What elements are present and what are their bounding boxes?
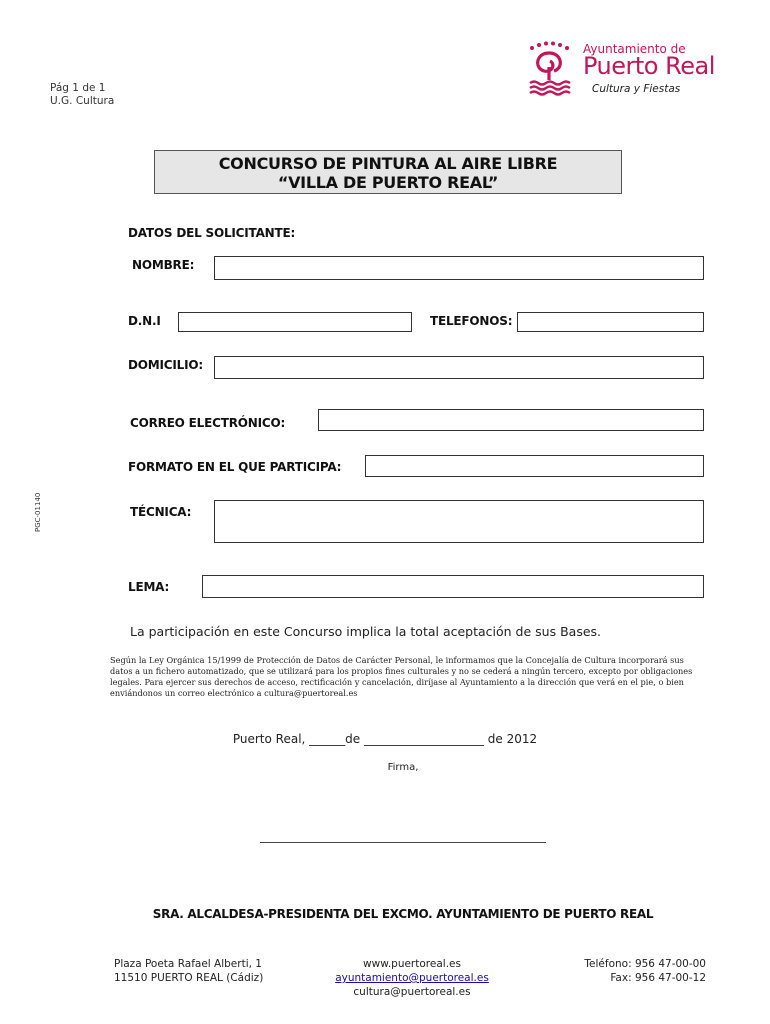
page-header-info: [50, 82, 114, 108]
phone: Teléfono: 956 47-00-00: [584, 958, 706, 970]
address-line-2: 11510 PUERTO REAL (Cádiz): [114, 972, 264, 984]
tecnica-label: TÉCNICA:: [130, 505, 192, 519]
email-link-ayuntamiento[interactable]: ayuntamiento@puertoreal.es: [335, 972, 489, 984]
logo-text-sub: Cultura y Fiestas: [592, 83, 681, 95]
section-heading: DATOS DEL SOLICITANTE:: [128, 226, 296, 240]
correo-label: CORREO ELECTRÓNICO:: [130, 416, 286, 430]
website: www.puertoreal.es: [363, 958, 461, 970]
page-number: Pág 1 de 1: [50, 82, 106, 94]
logo-text-main: Puerto Real: [583, 52, 715, 80]
telefonos-label: TELEFONOS:: [430, 314, 513, 328]
signature-line: [260, 842, 546, 843]
lema-label: LEMA:: [128, 580, 170, 594]
dni-label: D.N.I: [128, 314, 161, 328]
formato-field[interactable]: [365, 455, 704, 477]
department: U.G. Cultura: [50, 95, 115, 107]
title-line-2: “VILLA DE PUERTO REAL”: [277, 173, 499, 192]
tecnica-field[interactable]: [214, 500, 704, 543]
data-protection-text: Según la Ley Orgánica 15/1999 de Protección de Datos de Carácter Personal, le informamos que la Concejalía de Cultura incorporará sus datos a un fichero automatizado, que se utilizará para los propios fines culturales y no se cederá a ningún tercero, excepto por obligaciones legales. Para ejercer sus derechos de acceso, rectificación y cancelación, diríjase al Ayuntamiento a la dirección que verá en el pie, o bien enviándonos un correo electrónico a cultura@puertoreal.es: [110, 655, 693, 698]
domicilio-label: DOMICILIO:: [128, 358, 203, 372]
addressee: SRA. ALCALDESA-PRESIDENTA DEL EXCMO. AYUNTAMIENTO DE PUERTO REAL: [152, 907, 654, 921]
logo-text-top: Ayuntamiento de: [583, 42, 686, 56]
signature-label: Firma,: [387, 762, 419, 773]
place-date: Puerto Real, ______de ____________________ de 2012: [232, 732, 538, 746]
lema-field[interactable]: [202, 575, 704, 598]
nombre-field[interactable]: [214, 256, 704, 280]
footer-address: [114, 957, 263, 985]
document-title: [154, 150, 622, 194]
correo-field[interactable]: [318, 409, 704, 431]
email-cultura: cultura@puertoreal.es: [353, 986, 471, 998]
dni-field[interactable]: [178, 312, 412, 332]
title-line-1: CONCURSO DE PINTURA AL AIRE LIBRE: [218, 154, 558, 173]
fax: Fax: 956 47-00-12: [610, 972, 706, 984]
nombre-label: NOMBRE:: [132, 258, 195, 272]
telefonos-field[interactable]: [517, 312, 704, 332]
footer-phones: [540, 957, 706, 985]
address-line-1: Plaza Poeta Rafael Alberti, 1: [114, 958, 262, 970]
formato-label: FORMATO EN EL QUE PARTICIPA:: [128, 460, 342, 474]
form-code: PGC-01140: [34, 492, 42, 532]
footer-contact: [300, 957, 524, 999]
domicilio-field[interactable]: [214, 356, 704, 379]
acceptance-notice: La participación en este Concurso implica la total aceptación de sus Bases.: [130, 624, 602, 639]
